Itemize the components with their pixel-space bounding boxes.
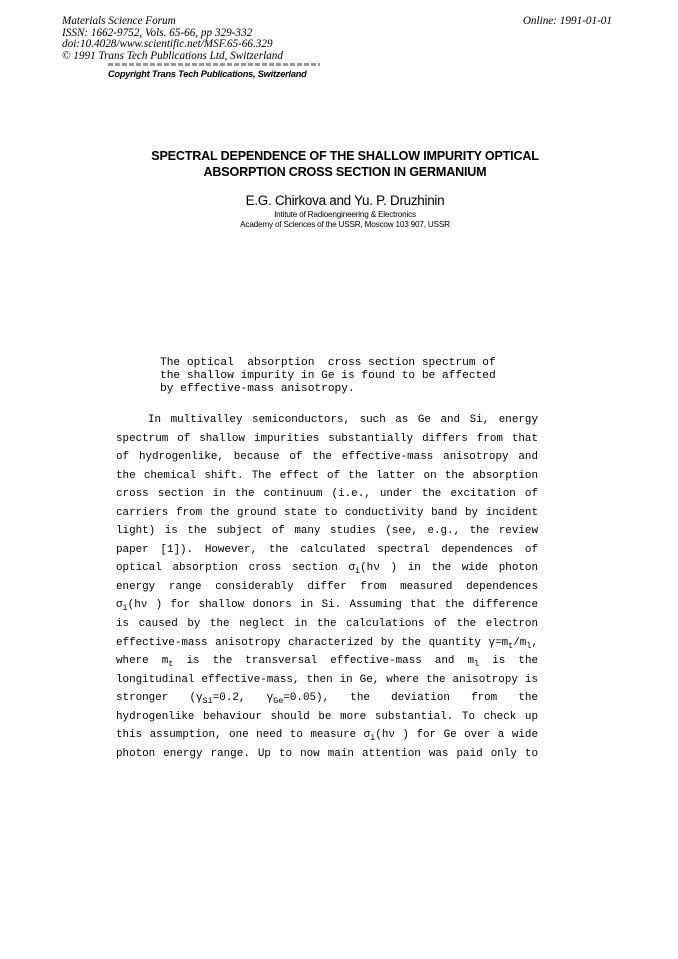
copyright-line: Copyright Trans Tech Publications, Switzerland [108, 69, 307, 79]
abstract-line: the shallow impurity in Ge is found to be affected [160, 370, 496, 383]
body-line: stronger ($\gamma_{Si}=0.2$, $\gamma_{Ge}=0.05$), the deviation from the [116, 692, 539, 707]
body-line: carriers from the ground state to conductivity band by incident [116, 506, 538, 519]
body-line: effective-mass anisotropy characterized by the quantity $\gamma=m_t/m_l$, [116, 636, 538, 651]
body-line: of hydrogenlike, because of the effective-mass anisotropy and [116, 451, 538, 464]
affiliation-line-2: Academy of Sciences of the USSR, Moscow 103 907, USSR [240, 220, 450, 230]
body-paragraph [116, 411, 538, 763]
affiliation [60, 210, 630, 231]
doi-link[interactable]: doi:10.4028/www.scientific.net/MSF.65-66.329 [62, 38, 273, 51]
body-line: paper [1]). However, the calculated spectral dependences of [116, 543, 538, 556]
body-line: energy range considerably differ from measured dependences [116, 580, 538, 593]
body-line: spectrum of shallow impurities substantially differs from that [116, 432, 538, 445]
body-line: the chemical shift. The effect of the latter on the absorption [116, 469, 538, 482]
journal-name: Materials Science Forum [62, 15, 176, 27]
affiliation-line-1: Intitute of Radioengineering & Electronics [274, 210, 416, 219]
body-line: hydrogenlike behaviour should be more substantial. To check up [116, 710, 538, 723]
body-line: where $m_t$ is the transversal effective-mass and $m_l$ is the [116, 655, 539, 670]
body-line: photon energy range. Up to now main attention was paid only to [116, 747, 538, 760]
body-line: cross section in the continuum (i.e., under the excitation of [116, 488, 538, 501]
title-line-2: ABSORPTION CROSS SECTION IN GERMANIUM [203, 165, 487, 179]
body-line: is caused by the neglect in the calculations of the electron [116, 618, 538, 631]
body-line: In multivalley semiconductors, such as Ge and Si, energy [148, 414, 538, 426]
body-line: light) is the subject of many studies (see, e.g., the review [116, 525, 538, 538]
body-line: optical absorption cross section $\sigma_i(h\nu$ ) in the wide photon [116, 562, 538, 577]
online-date: Online: 1991-01-01 [522, 15, 612, 27]
paper-title [60, 148, 630, 180]
scanned-citation-line [108, 63, 320, 66]
journal-header [62, 16, 392, 62]
body-line: $\sigma_i(h\nu$ ) for shallow donors in Si. Assuming that the difference [116, 599, 538, 614]
abstract-line: The optical absorption cross section spectrum of [160, 357, 496, 369]
body-line: longitudinal effective-mass, then in Ge, where the anisotropy is [116, 673, 538, 686]
publisher-copyright: © 1991 Trans Tech Publications Ltd, Switzerland [62, 49, 283, 62]
abstract-line: by effective-mass anisotropy. [160, 383, 355, 396]
authors: E.G. Chirkova and Yu. P. Druzhinin [245, 193, 445, 208]
issn-line: ISSN: 1662-9752, Vols. 65-66, pp 329-332 [62, 26, 253, 39]
body-line: this assumption, one need to measure $\sigma_i(h\nu$ ) for Ge over a wide [116, 729, 538, 744]
title-line-1: SPECTRAL DEPENDENCE OF THE SHALLOW IMPURITY OPTICAL [151, 149, 539, 163]
abstract [160, 357, 496, 397]
